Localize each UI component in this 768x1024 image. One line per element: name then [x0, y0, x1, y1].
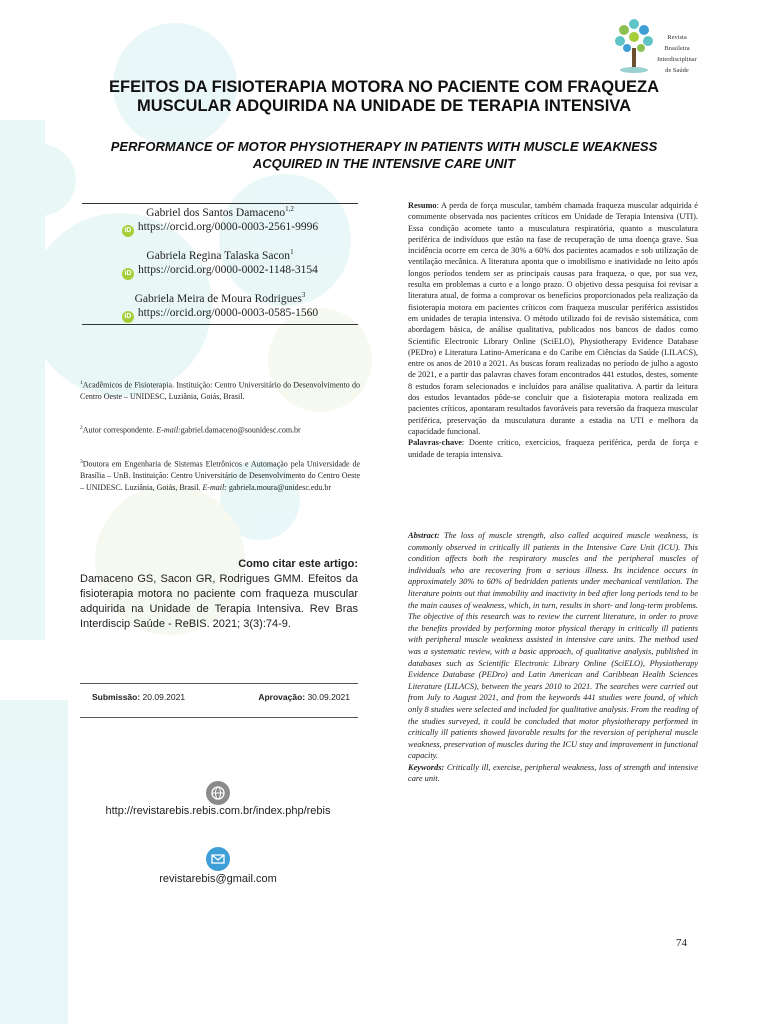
divider	[80, 717, 358, 718]
journal-name-line: Revista Brasileira	[664, 34, 690, 52]
affiliation-text: Doutora em Engenharia de Sistemas Eletrônicos e Automação pela Universidade de Brasília – UnB. Instituição: Centro Universitário de Desenvolvimento do Centro Oeste – UNIDESC. Luziânia, Goiás, Brasil.	[80, 459, 360, 492]
author-affiliation-sup: 3	[301, 291, 306, 299]
title-english: PERFORMANCE OF MOTOR PHYSIOTHERAPY IN PATIENTS WITH MUSCLE WEAKNESS ACQUIRED IN THE INTENSIVE CARE UNIT	[110, 139, 658, 171]
author-affiliation-sup: 1,2	[285, 205, 294, 213]
affiliation-sup: 3	[80, 459, 83, 465]
journal-logo	[612, 14, 730, 76]
keywords-label: Palavras-chave	[408, 438, 462, 448]
journal-name-line: Interdisciplinar	[657, 56, 697, 63]
author-name-text: Gabriela Regina Talaska Sacon	[146, 249, 291, 262]
resumo-paragraph	[408, 200, 698, 437]
resumo-block	[408, 200, 698, 460]
author-name-text: Gabriela Meira de Moura Rodrigues	[134, 292, 302, 305]
abstract-keywords	[408, 762, 698, 785]
abstract-block	[408, 530, 698, 785]
journal-url[interactable]: http://revistarebis.rebis.com.br/index.php/rebis	[105, 805, 331, 817]
resumo-keywords	[408, 437, 698, 460]
resumo-label: Resumo	[408, 201, 437, 210]
orcid-url[interactable]: https://orcid.org/0000-0003-2561-9996	[137, 221, 319, 233]
globe-icon	[206, 781, 230, 805]
author-name	[82, 248, 358, 262]
author-email[interactable]: gabriel.damaceno@sounidesc.com.br	[180, 425, 301, 435]
affiliation-text: Acadêmicos de Fisioterapia. Instituição: Centro Universitário do Desenvolvimento do Centro Oeste – UNIDESC, Luziânia, Goiás, Brasil.	[80, 380, 360, 402]
author-name-text: Gabriel dos Santos Damaceno	[146, 206, 286, 219]
journal-name	[654, 32, 700, 76]
citation-heading: Como citar este artigo:	[238, 558, 358, 570]
keywords-text: : Doente crítico, exercícios, fraqueza periférica, perda de força e unidade de terapia intensiva.	[408, 438, 698, 459]
approval-date	[258, 692, 350, 702]
orcid-url[interactable]: https://orcid.org/0000-0003-0585-1560	[137, 307, 319, 319]
author-affiliation-sup: 1	[290, 248, 294, 256]
citation-body: Damaceno GS, Sacon GR, Rodrigues GMM. Efeitos da fisioterapia motora no paciente com fraqueza muscular adquirida na Unidade de Terapia Intensiva. Rev Bras Interdiscip Saúde - ReBIS. 2021; 3(3):74-9.	[80, 573, 358, 630]
submission-label: Submissão:	[92, 692, 141, 702]
orcid-link[interactable]	[82, 221, 358, 237]
author-name	[82, 205, 358, 219]
abstract-paragraph	[408, 530, 698, 762]
journal-name-line: de Saúde	[665, 67, 689, 74]
divider	[80, 683, 358, 684]
journal-email[interactable]: revistarebis@gmail.com	[159, 873, 277, 885]
email-label: E-mail:	[202, 482, 227, 492]
tree-logo-icon	[612, 14, 656, 76]
affiliation-sup: 2	[80, 425, 83, 431]
abstract-label: Abstract:	[408, 531, 440, 540]
envelope-icon	[206, 847, 230, 871]
abstract-text: The loss of muscle strength, also called acquired muscle weakness, is commonly observed in critically ill patients in the Intensive Care Unit (ICU). This condition affects both the respiratory muscles and the peripheral muscles of individuals who are recovering from a serious illness. Its incidence occurs in approximately 30% to 60% of bedridden patients under mechanical ventilation. The literature points out that immobility and inactivity in bed after long periods tend to be the main causes of weakness, which, in turn, results in short- and long-term problems. The objective of this research was to review the current literature, in order to prove the benefits provided by performing motor physical therapy in critically ill patients with peripheral muscle weakness assisted in intensive care units. The method used was a systematic review, with a basic approach, of qualitative analysis, published in databases such as Scientific Electronic Library Online (SciELO), Physiotherapy Evidence Database (PEDro) and Latin American and Caribbean Health Sciences Literature (LILACS), between the years 2010 to 2021. The searches were carried out from July to August 2021, and from the keywords 441 studies were found, of which only 8 studies were selected and included for qualitative analysis. From the reading of the studies surveyed, it could be concluded that motor physiotherapy performed in critically ill patients showed favorable results for the reversion of peripheral muscle weakness, preservation of muscles during the ICU stay and improvement in functional capacity.	[408, 531, 698, 761]
author-name	[82, 291, 358, 305]
affiliation-3	[80, 457, 360, 493]
keywords-label: Keywords:	[408, 762, 445, 772]
affiliation-2	[80, 423, 360, 436]
page-number: 74	[676, 937, 687, 949]
orcid-link[interactable]	[82, 307, 358, 323]
affiliation-sup: 1	[80, 380, 83, 386]
divider	[82, 324, 358, 325]
approval-label: Aprovação:	[258, 692, 306, 702]
resumo-text: : A perda de força muscular, também chamada fraqueza muscular adquirida é comumente observada nos pacientes críticos em Unidade de Terapia Intensiva (UTI). Essa condição acomete tanto a musculatura respiratória, quanto a musculatura periférica de indivíduos que estão na fase de recuperação de uma doença grave. Sua incidência ocorre em cerca de 30% a 60% dos pacientes acamados e sob utilização de ventilação mecânica. A literatura aponta que o imobilismo e inatividade no leito após longos períodos tendem ser as principais causas para fraqueza, o que, por sua vez, resulta em problemas a curto e a longo prazo. O objetivo dessa pesquisa foi revisar a literatura atual, de forma a comprovar os benefícios proporcionados pela realização da fisioterapia motora em pacientes críticos com fraqueza muscular periférica assistidos em unidades de terapia intensiva. O método utilizado foi de revisão sistemática, com abordagem básica, de análise qualitativa, publicados nos bancos de dados como Scientific Electronic Library Online (SciELO), Physiotherapy Evidence Database (PEDro) e Literatura Latino-Americana e do Caribe em Ciências da Saúde (LILACS), entre os anos de 2010 a 2021. As buscas foram realizadas no período de julho a agosto de 2021, e a partir das palavras chaves foram encontrados 441 estudos, destes, somente 8 estudos foram selecionados e incluídos para análise qualitativa. A partir da leitura dos estudos levantados pôde-se concluir que a fisioterapia motora realizada em pacientes críticos, apontaram resultados favoráveis para reversão da fraqueza muscular periférica, preservação da musculatura durante a estadia na UTI e melhora da capacidade funcional.	[408, 201, 698, 436]
submission-value: 20.09.2021	[140, 692, 186, 702]
divider	[82, 203, 358, 204]
keywords-text: Critically ill, exercise, peripheral weakness, loss of strength and intensive care unit.	[408, 762, 698, 784]
title-portuguese: EFEITOS DA FISIOTERAPIA MOTORA NO PACIENTE COM FRAQUEZA MUSCULAR ADQUIRIDA NA UNIDADE DE TERAPIA INTENSIVA	[108, 78, 660, 115]
orcid-icon: iD	[122, 268, 134, 280]
affiliation-1	[80, 378, 360, 403]
approval-value: 30.09.2021	[305, 692, 350, 702]
orcid-url[interactable]: https://orcid.org/0000-0002-1148-3154	[138, 264, 318, 276]
author-email[interactable]: gabriela.moura@unidesc.edu.br	[226, 482, 332, 492]
orcid-icon: iD	[122, 311, 134, 323]
email-label: E-mail:	[156, 425, 181, 435]
orcid-icon: iD	[122, 225, 134, 237]
submission-date	[92, 692, 185, 702]
orcid-link[interactable]	[82, 264, 358, 280]
affiliation-text: Autor correspondente.	[82, 425, 157, 435]
